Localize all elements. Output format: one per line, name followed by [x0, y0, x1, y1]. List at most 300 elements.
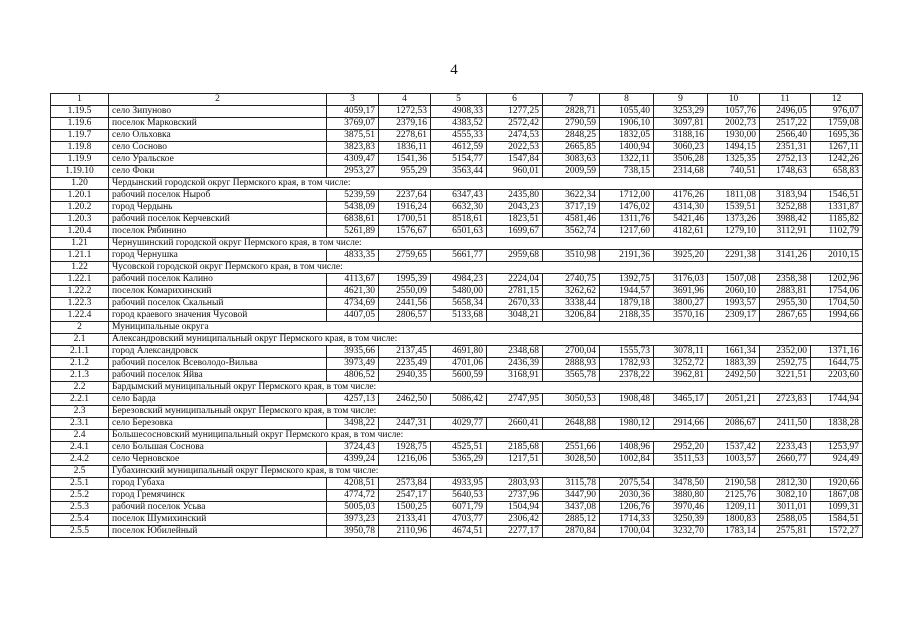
value-cell: 4701,06: [431, 358, 487, 370]
value-cell: 3935,66: [327, 346, 379, 358]
value-cell: 1695,36: [811, 130, 863, 142]
value-cell: 2474,53: [487, 130, 543, 142]
value-cell: 1277,25: [487, 106, 543, 118]
value-cell: 3253,29: [654, 106, 708, 118]
value-cell: 1879,18: [600, 298, 654, 310]
value-cell: 2665,85: [543, 142, 600, 154]
value-cell: 2185,68: [487, 442, 543, 454]
value-cell: 1555,73: [600, 346, 654, 358]
section-row: [51, 406, 863, 418]
row-code-cell: 2.1.3: [51, 370, 109, 382]
table-row: [51, 346, 863, 358]
section-title-cell: Чердынский городской округ Пермского края, в том числе:: [109, 178, 863, 190]
value-cell: 2700,04: [543, 346, 600, 358]
row-code-cell: 2.4: [51, 430, 109, 442]
column-number-cell: 11: [760, 94, 811, 106]
value-cell: 2885,12: [543, 514, 600, 526]
row-code-cell: 2.5.4: [51, 514, 109, 526]
row-code-cell: 1.19.6: [51, 118, 109, 130]
value-cell: 1500,25: [379, 502, 431, 514]
value-cell: 1759,08: [811, 118, 863, 130]
value-cell: 3800,27: [654, 298, 708, 310]
table-row: [51, 214, 863, 226]
row-code-cell: 2.5: [51, 466, 109, 478]
value-cell: 740,51: [708, 166, 760, 178]
value-cell: 5239,59: [327, 190, 379, 202]
value-cell: 2828,71: [543, 106, 600, 118]
column-number-cell: 6: [487, 94, 543, 106]
locality-name-cell: село Уральское: [109, 154, 327, 166]
value-cell: 5640,53: [431, 490, 487, 502]
value-cell: 2803,93: [487, 478, 543, 490]
value-cell: 1993,57: [708, 298, 760, 310]
value-cell: 2806,57: [379, 310, 431, 322]
value-cell: 2648,88: [543, 418, 600, 430]
table-row: [51, 298, 863, 310]
row-code-cell: 2.2.1: [51, 394, 109, 406]
value-cell: 2235,49: [379, 358, 431, 370]
row-code-cell: 1.21: [51, 238, 109, 250]
value-cell: 3168,91: [487, 370, 543, 382]
value-cell: 5261,89: [327, 226, 379, 238]
value-cell: 3011,01: [760, 502, 811, 514]
value-cell: 3880,80: [654, 490, 708, 502]
value-cell: 1003,57: [708, 454, 760, 466]
value-cell: 5658,34: [431, 298, 487, 310]
table-row: [51, 118, 863, 130]
value-cell: 2306,42: [487, 514, 543, 526]
locality-name-cell: город краевого значения Чусовой: [109, 310, 327, 322]
locality-name-cell: село Фоки: [109, 166, 327, 178]
value-cell: 4984,23: [431, 274, 487, 286]
value-cell: 1930,00: [708, 130, 760, 142]
header-row: [51, 94, 863, 106]
value-cell: 5600,59: [431, 370, 487, 382]
value-cell: 1867,08: [811, 490, 863, 502]
value-cell: 2291,38: [708, 250, 760, 262]
value-cell: 2137,45: [379, 346, 431, 358]
row-code-cell: 2.1.1: [51, 346, 109, 358]
value-cell: 5661,77: [431, 250, 487, 262]
value-cell: 1699,67: [487, 226, 543, 238]
value-cell: 1099,31: [811, 502, 863, 514]
value-cell: 4059,17: [327, 106, 379, 118]
value-cell: 1800,83: [708, 514, 760, 526]
row-code-cell: 2.5.1: [51, 478, 109, 490]
value-cell: 1546,51: [811, 190, 863, 202]
table-row: [51, 502, 863, 514]
table-row: [51, 130, 863, 142]
row-code-cell: 1.20.2: [51, 202, 109, 214]
value-cell: 2737,96: [487, 490, 543, 502]
row-code-cell: 1.19.8: [51, 142, 109, 154]
value-cell: 1906,10: [600, 118, 654, 130]
row-code-cell: 1.22: [51, 262, 109, 274]
value-cell: 5480,00: [431, 286, 487, 298]
value-cell: 1507,08: [708, 274, 760, 286]
value-cell: 1823,51: [487, 214, 543, 226]
value-cell: 2133,41: [379, 514, 431, 526]
value-cell: 2952,20: [654, 442, 708, 454]
locality-name-cell: город Губаха: [109, 478, 327, 490]
row-code-cell: 1.22.2: [51, 286, 109, 298]
section-row: [51, 178, 863, 190]
value-cell: 2358,38: [760, 274, 811, 286]
value-cell: 3506,28: [654, 154, 708, 166]
value-cell: 1748,63: [760, 166, 811, 178]
value-cell: 3437,08: [543, 502, 600, 514]
value-cell: 2592,75: [760, 358, 811, 370]
value-cell: 5438,09: [327, 202, 379, 214]
value-cell: 2575,81: [760, 526, 811, 538]
tariff-table: [50, 93, 863, 538]
value-cell: 4309,47: [327, 154, 379, 166]
value-cell: 3565,78: [543, 370, 600, 382]
value-cell: 4734,69: [327, 298, 379, 310]
row-code-cell: 2: [51, 322, 109, 334]
value-cell: 3028,50: [543, 454, 600, 466]
row-code-cell: 2.1.2: [51, 358, 109, 370]
row-code-cell: 1.19.7: [51, 130, 109, 142]
value-cell: 4383,52: [431, 118, 487, 130]
value-cell: 2203,60: [811, 370, 863, 382]
value-cell: 2086,67: [708, 418, 760, 430]
value-cell: 3050,53: [543, 394, 600, 406]
column-number-cell: 12: [811, 94, 863, 106]
locality-name-cell: поселок Шумихинский: [109, 514, 327, 526]
row-code-cell: 2.3: [51, 406, 109, 418]
value-cell: 2812,30: [760, 478, 811, 490]
table-row: [51, 394, 863, 406]
value-cell: 4314,30: [654, 202, 708, 214]
locality-name-cell: село Барда: [109, 394, 327, 406]
value-cell: 3221,51: [760, 370, 811, 382]
value-cell: 2517,22: [760, 118, 811, 130]
value-cell: 3724,43: [327, 442, 379, 454]
column-number-cell: 2: [109, 94, 327, 106]
value-cell: 4555,33: [431, 130, 487, 142]
row-code-cell: 1.22.1: [51, 274, 109, 286]
column-number-cell: 9: [654, 94, 708, 106]
locality-name-cell: рабочий поселок Скальный: [109, 298, 327, 310]
value-cell: 3112,91: [760, 226, 811, 238]
value-cell: 1242,26: [811, 154, 863, 166]
value-cell: 2888,93: [543, 358, 600, 370]
value-cell: 4257,13: [327, 394, 379, 406]
column-number-cell: 3: [327, 94, 379, 106]
section-title-cell: Чусовской городской округ Пермского края, в том числе:: [109, 262, 863, 274]
value-cell: 2955,30: [760, 298, 811, 310]
column-number-cell: 5: [431, 94, 487, 106]
value-cell: 3252,88: [760, 202, 811, 214]
row-code-cell: 1.20.1: [51, 190, 109, 202]
value-cell: 1744,94: [811, 394, 863, 406]
section-title-cell: Чернушинский городской округ Пермского края, в том числе:: [109, 238, 863, 250]
locality-name-cell: село Ольховка: [109, 130, 327, 142]
value-cell: 3478,50: [654, 478, 708, 490]
row-code-cell: 2.1: [51, 334, 109, 346]
value-cell: 1811,08: [708, 190, 760, 202]
value-cell: 5365,29: [431, 454, 487, 466]
value-cell: 3925,20: [654, 250, 708, 262]
value-cell: 1995,39: [379, 274, 431, 286]
value-cell: 2278,61: [379, 130, 431, 142]
value-cell: 5154,77: [431, 154, 487, 166]
locality-name-cell: село Березовка: [109, 418, 327, 430]
value-cell: 1944,57: [600, 286, 654, 298]
value-cell: 2435,80: [487, 190, 543, 202]
value-cell: 1311,76: [600, 214, 654, 226]
value-cell: 4581,46: [543, 214, 600, 226]
value-cell: 2547,17: [379, 490, 431, 502]
value-cell: 2660,77: [760, 454, 811, 466]
table-row: [51, 250, 863, 262]
page-number: 4: [450, 62, 458, 78]
value-cell: 2447,31: [379, 418, 431, 430]
value-cell: 4407,05: [327, 310, 379, 322]
locality-name-cell: поселок Марковский: [109, 118, 327, 130]
value-cell: 3078,11: [654, 346, 708, 358]
locality-name-cell: город Чернушка: [109, 250, 327, 262]
value-cell: 3823,83: [327, 142, 379, 154]
section-row: [51, 334, 863, 346]
value-cell: 2867,65: [760, 310, 811, 322]
section-title-cell: Бардымский муниципальный округ Пермского края, в том числе:: [109, 382, 863, 394]
table-row: [51, 418, 863, 430]
table-body: [51, 94, 863, 538]
table-row: [51, 370, 863, 382]
value-cell: 1055,40: [600, 106, 654, 118]
value-cell: 2588,05: [760, 514, 811, 526]
locality-name-cell: рабочий поселок Всеволодо-Вильва: [109, 358, 327, 370]
column-number-cell: 4: [379, 94, 431, 106]
value-cell: 738,15: [600, 166, 654, 178]
value-cell: 1547,84: [487, 154, 543, 166]
value-cell: 2848,25: [543, 130, 600, 142]
value-cell: 1325,35: [708, 154, 760, 166]
value-cell: 2436,39: [487, 358, 543, 370]
value-cell: 1217,60: [600, 226, 654, 238]
value-cell: 3141,26: [760, 250, 811, 262]
value-cell: 3082,10: [760, 490, 811, 502]
value-cell: 2492,50: [708, 370, 760, 382]
value-cell: 3338,44: [543, 298, 600, 310]
value-cell: 3083,63: [543, 154, 600, 166]
value-cell: 976,07: [811, 106, 863, 118]
value-cell: 1504,94: [487, 502, 543, 514]
value-cell: 2959,68: [487, 250, 543, 262]
value-cell: 955,29: [379, 166, 431, 178]
table-row: [51, 442, 863, 454]
value-cell: 4182,61: [654, 226, 708, 238]
value-cell: 3250,39: [654, 514, 708, 526]
section-row: [51, 466, 863, 478]
value-cell: 1584,51: [811, 514, 863, 526]
value-cell: 3962,81: [654, 370, 708, 382]
value-cell: 1272,53: [379, 106, 431, 118]
value-cell: 3048,21: [487, 310, 543, 322]
value-cell: 6838,61: [327, 214, 379, 226]
value-cell: 3183,94: [760, 190, 811, 202]
row-code-cell: 1.20.3: [51, 214, 109, 226]
value-cell: 1920,66: [811, 478, 863, 490]
value-cell: 3570,16: [654, 310, 708, 322]
value-cell: 1185,82: [811, 214, 863, 226]
table-row: [51, 274, 863, 286]
value-cell: 1832,05: [600, 130, 654, 142]
table-row: [51, 514, 863, 526]
locality-name-cell: поселок Рябинино: [109, 226, 327, 238]
value-cell: 1700,51: [379, 214, 431, 226]
value-cell: 2351,31: [760, 142, 811, 154]
table-row: [51, 526, 863, 538]
table-row: [51, 142, 863, 154]
value-cell: 4774,72: [327, 490, 379, 502]
section-row: [51, 238, 863, 250]
value-cell: 1782,93: [600, 358, 654, 370]
value-cell: 2009,59: [543, 166, 600, 178]
value-cell: 4113,67: [327, 274, 379, 286]
value-cell: 8518,61: [431, 214, 487, 226]
value-cell: 2224,04: [487, 274, 543, 286]
row-code-cell: 2.5.5: [51, 526, 109, 538]
value-cell: 1883,39: [708, 358, 760, 370]
value-cell: 6501,63: [431, 226, 487, 238]
section-title-cell: Большесосновский муниципальный округ Пермского края, в том числе:: [109, 430, 863, 442]
value-cell: 1322,11: [600, 154, 654, 166]
value-cell: 2953,27: [327, 166, 379, 178]
table-row: [51, 190, 863, 202]
value-cell: 1206,76: [600, 502, 654, 514]
value-cell: 2043,23: [487, 202, 543, 214]
value-cell: 3691,96: [654, 286, 708, 298]
table-row: [51, 154, 863, 166]
value-cell: 3232,70: [654, 526, 708, 538]
value-cell: 1836,11: [379, 142, 431, 154]
locality-name-cell: село Зипуново: [109, 106, 327, 118]
value-cell: 3188,16: [654, 130, 708, 142]
value-cell: 1102,79: [811, 226, 863, 238]
row-code-cell: 2.5.2: [51, 490, 109, 502]
value-cell: 5133,68: [431, 310, 487, 322]
value-cell: 4703,77: [431, 514, 487, 526]
value-cell: 1980,12: [600, 418, 654, 430]
section-title-cell: Александровский муниципальный округ Пермского края, в том числе:: [109, 334, 863, 346]
table-row: [51, 358, 863, 370]
locality-name-cell: город Гремячинск: [109, 490, 327, 502]
value-cell: 4908,33: [431, 106, 487, 118]
locality-name-cell: село Черновское: [109, 454, 327, 466]
row-code-cell: 1.21.1: [51, 250, 109, 262]
value-cell: 3563,44: [431, 166, 487, 178]
locality-name-cell: село Сосново: [109, 142, 327, 154]
value-cell: 2740,75: [543, 274, 600, 286]
value-cell: 4933,95: [431, 478, 487, 490]
value-cell: 3973,23: [327, 514, 379, 526]
value-cell: 2190,58: [708, 478, 760, 490]
locality-name-cell: рабочий поселок Усьва: [109, 502, 327, 514]
value-cell: 3465,17: [654, 394, 708, 406]
value-cell: 3717,19: [543, 202, 600, 214]
value-cell: 1541,36: [379, 154, 431, 166]
value-cell: 6071,79: [431, 502, 487, 514]
value-cell: 3176,03: [654, 274, 708, 286]
value-cell: 658,83: [811, 166, 863, 178]
value-cell: 2723,83: [760, 394, 811, 406]
value-cell: 1916,24: [379, 202, 431, 214]
row-code-cell: 2.4.1: [51, 442, 109, 454]
locality-name-cell: рабочий поселок Яйва: [109, 370, 327, 382]
row-code-cell: 2.2: [51, 382, 109, 394]
value-cell: 2314,68: [654, 166, 708, 178]
value-cell: 1400,94: [600, 142, 654, 154]
value-cell: 1700,04: [600, 526, 654, 538]
locality-name-cell: поселок Юбилейный: [109, 526, 327, 538]
value-cell: 2379,16: [379, 118, 431, 130]
value-cell: 6632,30: [431, 202, 487, 214]
value-cell: 4525,51: [431, 442, 487, 454]
value-cell: 2348,68: [487, 346, 543, 358]
value-cell: 1754,06: [811, 286, 863, 298]
value-cell: 2781,15: [487, 286, 543, 298]
row-code-cell: 1.20.4: [51, 226, 109, 238]
table-row: [51, 310, 863, 322]
value-cell: 1253,97: [811, 442, 863, 454]
locality-name-cell: рабочий поселок Керчевский: [109, 214, 327, 226]
value-cell: 1494,15: [708, 142, 760, 154]
value-cell: 2572,42: [487, 118, 543, 130]
table-row: [51, 166, 863, 178]
section-title-cell: Березовский муниципальный округ Пермского края, в том числе:: [109, 406, 863, 418]
value-cell: 2051,21: [708, 394, 760, 406]
value-cell: 1002,84: [600, 454, 654, 466]
value-cell: 3988,42: [760, 214, 811, 226]
value-cell: 5421,46: [654, 214, 708, 226]
value-cell: 1331,87: [811, 202, 863, 214]
table-row: [51, 202, 863, 214]
value-cell: 1712,00: [600, 190, 654, 202]
row-code-cell: 1.22.3: [51, 298, 109, 310]
value-cell: 2462,50: [379, 394, 431, 406]
row-code-cell: 1.19.5: [51, 106, 109, 118]
value-cell: 2352,00: [760, 346, 811, 358]
section-title-cell: Губахинский муниципальный округ Пермского края, в том числе:: [109, 466, 863, 478]
value-cell: 2496,05: [760, 106, 811, 118]
row-code-cell: 1.19.10: [51, 166, 109, 178]
value-cell: 1714,33: [600, 514, 654, 526]
value-cell: 1202,96: [811, 274, 863, 286]
value-cell: 2660,41: [487, 418, 543, 430]
locality-name-cell: город Александровск: [109, 346, 327, 358]
value-cell: 2277,17: [487, 526, 543, 538]
value-cell: 2883,81: [760, 286, 811, 298]
locality-name-cell: поселок Комарихинский: [109, 286, 327, 298]
value-cell: 2759,65: [379, 250, 431, 262]
value-cell: 1209,11: [708, 502, 760, 514]
value-cell: 3973,49: [327, 358, 379, 370]
section-row: [51, 262, 863, 274]
value-cell: 1576,67: [379, 226, 431, 238]
value-cell: 2566,40: [760, 130, 811, 142]
locality-name-cell: рабочий поселок Ныроб: [109, 190, 327, 202]
value-cell: 3097,81: [654, 118, 708, 130]
value-cell: 3498,22: [327, 418, 379, 430]
value-cell: 2551,66: [543, 442, 600, 454]
value-cell: 1539,51: [708, 202, 760, 214]
value-cell: 4029,77: [431, 418, 487, 430]
section-row: [51, 430, 863, 442]
value-cell: 1838,28: [811, 418, 863, 430]
